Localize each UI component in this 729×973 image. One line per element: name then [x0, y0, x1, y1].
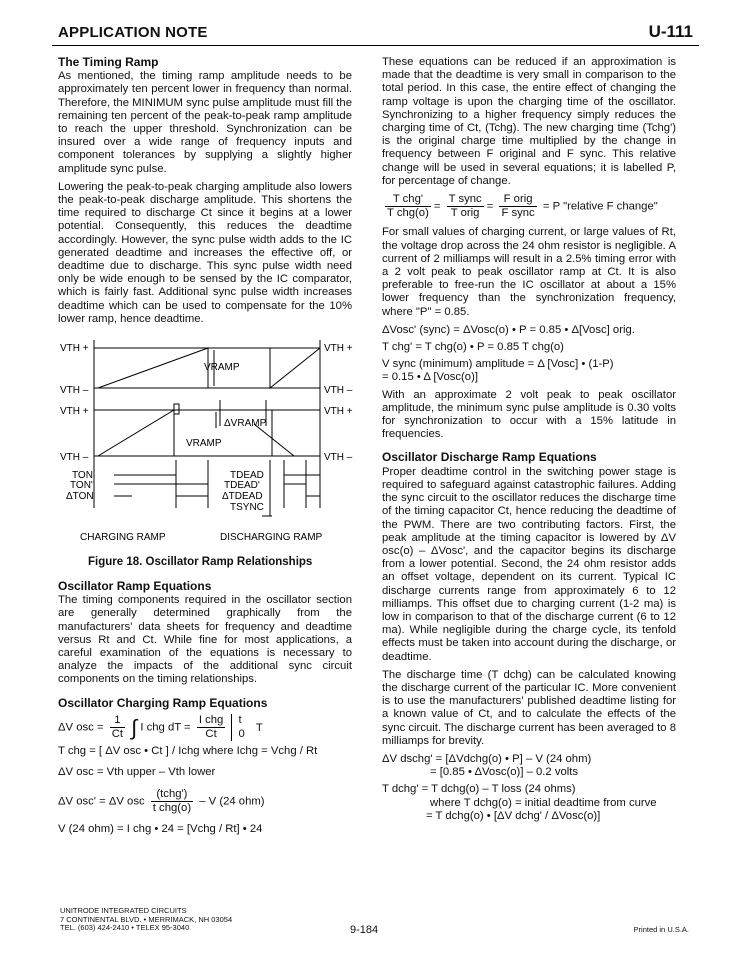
header-title: APPLICATION NOTE — [58, 24, 208, 41]
discharge-heading: Oscillator Discharge Ramp Equations — [382, 450, 597, 465]
osc-paragraph: The timing components required in the oscillator section are generally determined graphically from the manufacturers' data sheets for frequency and deadtime versus Rt and Ct. While fine for most applications, a careful examination of the equations is necessary to analyze the impacts of the additional sync circuit components on the timing relationships. — [58, 594, 352, 686]
eq4-num: (tchg') — [151, 788, 193, 802]
relative-change-equation: $\frac{\text{T chg'}}{\text{T chg(o)}}$ = $\frac{\text{T sync}}{\text{T orig}}$ = $\frac{\text{F orig}}{\text{F sync}}$ = P "relative F change" — [387, 193, 658, 220]
equation-r1: ΔVosc' (sync) = ΔVosc(o) • P = 0.85 • Δ[Vosc] orig. — [382, 323, 635, 336]
vramp-label-2: VRAMP — [186, 438, 222, 449]
equation-r3: V sync (minimum) amplitude = Δ [Vosc] • (1-P) — [382, 358, 614, 371]
left-column-top — [58, 56, 352, 331]
right-paragraph-3: With an approximate 2 volt peak to peak oscillator amplitude, the minimum sync pulse amplitude is 0.30 volts for synchronization to occur with a 15% latitude in frequencies. — [382, 388, 676, 441]
eq1-one: 1 — [110, 714, 125, 728]
delta-tdead-label: ΔTDEAD — [222, 491, 263, 502]
eq1-T: T — [255, 721, 263, 734]
rc-den-3: F sync — [501, 207, 535, 220]
equation-r3b: = 0.15 • Δ [Vosc(o)] — [382, 371, 478, 384]
vth-plus-label-4: VTH + — [324, 406, 353, 417]
equation-d1: ΔV dschg' = [ΔVdchg(o) • P] – V (24 ohm) — [382, 752, 592, 765]
equation-3: ΔV osc = Vth upper – Vth lower — [58, 766, 216, 779]
vth-minus-label-2: VTH – — [60, 452, 89, 463]
printed-note: Printed in U.S.A. — [633, 925, 689, 934]
tsync-label: TSYNC — [230, 502, 264, 513]
delta-ton-label: ΔTON — [66, 491, 94, 502]
vramp-label: VRAMP — [204, 362, 240, 373]
timing-heading: The Timing Ramp — [58, 55, 159, 69]
figure-caption: Figure 18. Oscillator Ramp Relationships — [88, 556, 313, 568]
equation-d2b: where T dchg(o) = initial deadtime from curve — [430, 796, 657, 809]
eq1-ct2: Ct — [205, 728, 217, 741]
dvramp-label: ΔVRAMP — [224, 418, 267, 429]
ton-label: TON — [72, 470, 93, 481]
equation-5: V (24 ohm) = I chg • 24 = [Vchg / Rt] • 24 — [58, 823, 263, 836]
footer-line-3: TEL. (603) 424-2410 • TELEX 95-3040 — [60, 923, 190, 932]
rc-num-3: F orig — [499, 193, 536, 207]
equation-1: ΔV osc = $\frac{1}{Ct}$ ∫ I chg dT = $\frac{\text{I chg}}{Ct}$ t 0 T — [58, 713, 263, 741]
eq1-ichg: I chg — [197, 714, 226, 728]
footer-line-2: 7 CONTINENTAL BLVD. • MERRIMACK, NH 03054 — [60, 914, 233, 924]
charge-heading: Oscillator Charging Ramp Equations — [58, 695, 268, 710]
equation-2: T chg = [ ΔV osc • Ct ] / Ichg where Ichg = Vchg / Rt — [58, 745, 318, 758]
vth-plus-label-2: VTH + — [60, 406, 89, 417]
eq1-integrand: I chg dT = — [140, 721, 191, 734]
ton-prime-label: TON' — [70, 480, 93, 491]
vth-minus-label-4: VTH – — [324, 452, 353, 463]
eq1-ct: Ct — [111, 728, 123, 741]
header-rule — [52, 45, 699, 46]
eq4-rhs: – V (24 ohm) — [199, 795, 265, 808]
page-number: 9-184 — [350, 924, 379, 936]
header-code: U-111 — [648, 22, 693, 41]
equation-d2: T dchg' = T dchg(o) – T loss (24 ohms) — [382, 783, 576, 796]
footer-line-1: UNITRODE INTEGRATED CIRCUITS — [60, 906, 187, 915]
right-paragraph-5: The discharge time (T dchg) can be calculated knowing the discharge current of the particular IC. More convenient is to use the manufacturers' published deadtime listing for a known value of Ct, and to calculate the effects of the sync circuit. The discharge current has been averaged to 8 milliamps for brevity. — [382, 668, 676, 747]
eq1-t: t — [238, 714, 242, 727]
vth-plus-label-1: VTH + — [60, 343, 89, 354]
right-paragraph-4: Proper deadtime control in the switching power stage is required to safeguard against catastrophic failures. Adding the sync circuit to the oscillator reduces the discharge time of the timing capacitor Ct, hence reducing the deadtime of the PWM. There are two contributing factors. First, the peak amplitude at the timing capacitor is lowered by ΔV osc(o) – ΔVosc', and the capacitor begins its discharge from a lower potential. Second, the 24 ohm resistor adds an offset voltage, dependent on its current. Typical IC discharge currents range from approximately 6 to 12 milliamps. This offset due to charging current (1-2 ma) is low in comparison to that of the discharge current (6 to 12 ma). While negligible during the charge cycle, its tenfold effects must be taken into account during the discharge, or deadtime. — [382, 465, 676, 663]
eq1-zero: 0 — [238, 727, 245, 740]
timing-paragraph-2: Lowering the peak-to-peak charging amplitude also lowers the peak-to-peak discharge amplitude. This shortens the time required to discharge Ct since it begins at a lower potential. Consequently, this reduces the deadtime accordingly. However, the sync pulse width adds to the IC generated deadtime and increases the effective off, or deadtime due to discharge. This sync pulse width need only be wide enough to be sensed by the IC comparator, which is fairly fast. Additional sync pulse width increases deadtime which can be used to compensate for the 10% lower ramp, hence deadtime. — [58, 180, 352, 325]
discharging-ramp-label: DISCHARGING RAMP — [220, 532, 323, 543]
left-column-bottom — [58, 580, 352, 840]
osc-heading: Oscillator Ramp Equations — [58, 579, 212, 593]
equation-4 — [58, 788, 352, 815]
eq1-lhs: ΔV osc = — [58, 721, 104, 734]
rc-num-2: T sync — [447, 193, 484, 207]
tdead-prime-label: TDEAD' — [224, 480, 260, 491]
ramp-figure — [58, 336, 358, 576]
rc-num-1: T chg' — [385, 193, 431, 207]
footer-address — [60, 907, 232, 933]
right-paragraph-2: For small values of charging current, or large values of Rt, the voltage drop across the 24 ohm resistor is negligible. A current of 2 milliamps will result in a 2.5% timing error with a 2 volt peak to peak oscillator ramp at Ct. It is also preferable to free-run the IC oscillator at about a 15% lower frequency than the synchronization frequency, where "P" = 0.85. — [382, 226, 676, 318]
right-column — [382, 56, 676, 827]
equation-d2c: = T dchg(o) • [ΔV dchg' / ΔVosc(o)] — [426, 809, 601, 822]
rc-den-1: T chg(o) — [387, 207, 429, 220]
timing-paragraph-1: As mentioned, the timing ramp amplitude needs to be approximately ten percent lower in frequency than normal. Therefore, the MINIMUM sync pulse amplitude must fill the remaining ten percent of the peak-to-peak ramp amplitude to reach the upper threshold. Synchronization can be insured over a wide range of frequency inputs and component tolerances by supplying a slightly higher amplitude sync pulse. — [58, 70, 352, 175]
eq4-den: t chg(o) — [152, 801, 192, 814]
equation-d1b: = [0.85 • ΔVosc(o)] – 0.2 volts — [430, 766, 579, 779]
tdead-label: TDEAD — [230, 470, 264, 481]
eq4-lhs: ΔV osc' = ΔV osc — [58, 795, 145, 808]
right-paragraph-1: These equations can be reduced if an approximation is made that the deadtime is very small in comparison to the total period. In this case, the entire effect of changing the ramp voltage is upon the charging time of the oscillator. Synchronizing to a higher frequency simply reduces the charging time of Ct, (Tchg). The new charging time (Tchg') is the original charge time multiplied by the change in frequency between F original and F sync. This relative change will be used in several equations; it is labelled P, for percentage of change. — [382, 56, 676, 187]
vth-minus-label-1: VTH – — [60, 385, 89, 396]
rc-den-2: T orig — [450, 207, 480, 220]
charging-ramp-label: CHARGING RAMP — [80, 532, 166, 543]
equation-r2: T chg' = T chg(o) • P = 0.85 T chg(o) — [382, 341, 564, 354]
rc-tail: = P "relative F change" — [542, 200, 658, 213]
vth-plus-label-3: VTH + — [324, 343, 353, 354]
vth-minus-label-3: VTH – — [324, 385, 353, 396]
